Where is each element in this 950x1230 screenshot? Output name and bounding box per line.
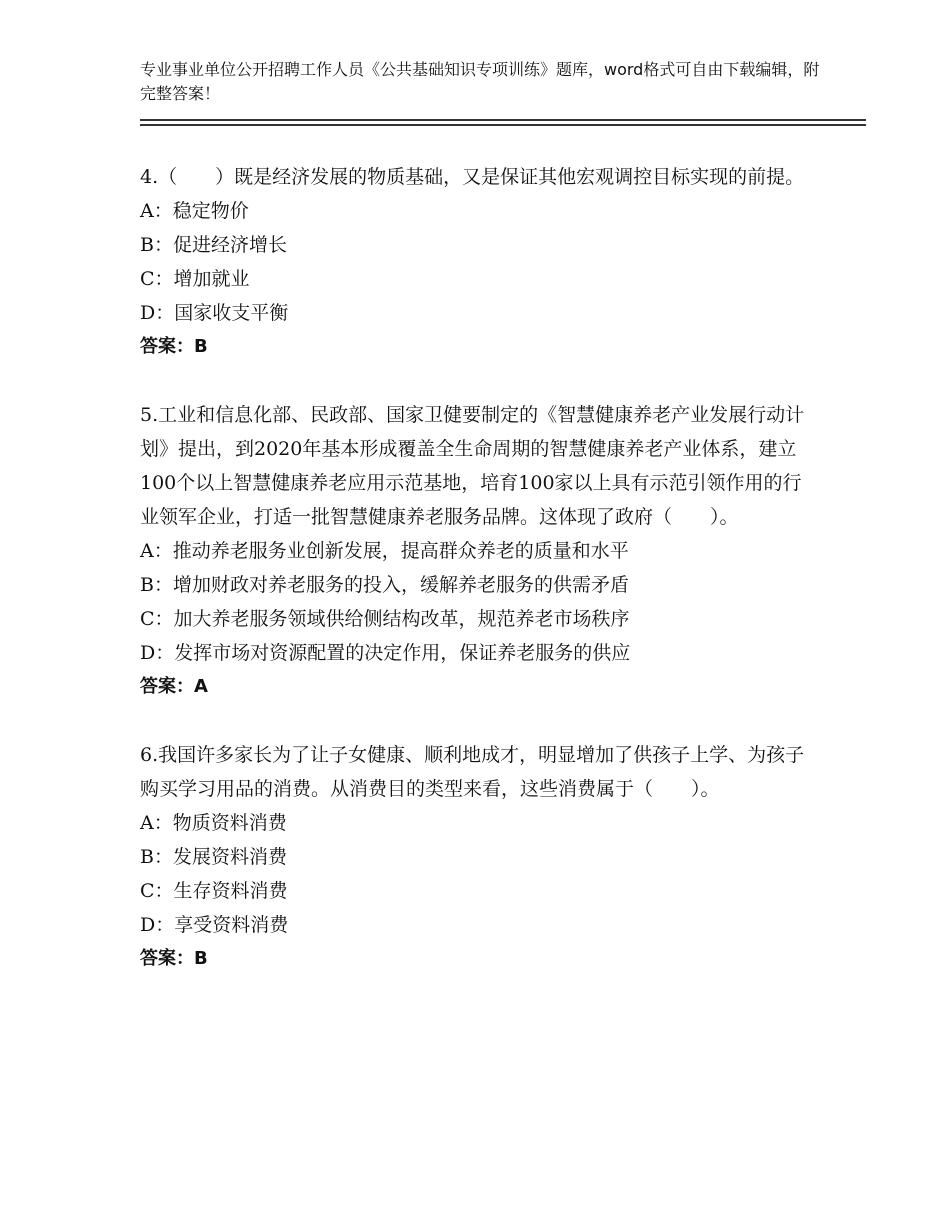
option-a: A：推动养老服务业创新发展，提高群众养老的质量和水平 — [140, 540, 629, 562]
question-stem: 6.我国许多家长为了让子女健康、顺利地成才，明显增加了供孩子上学、为孩子购买学习用品的消费。从消费目的类型来看，这些消费属于（ ）。 — [140, 744, 805, 800]
answer: 答案：B — [140, 948, 208, 969]
option-d: D：国家收支平衡 — [140, 302, 289, 324]
option-c: C：加大养老服务领域供给侧结构改革，规范养老市场秩序 — [140, 608, 630, 630]
option-c: C：增加就业 — [140, 268, 250, 290]
question-4 — [140, 160, 820, 364]
option-a: A：稳定物价 — [140, 200, 249, 222]
header-divider-bottom — [140, 124, 866, 126]
option-b: B：发展资料消费 — [140, 846, 287, 868]
document-header: 专业事业单位公开招聘工作人员《公共基础知识专项训练》题库，word格式可自由下载编辑，附完整答案！ — [140, 60, 820, 103]
question-list — [140, 160, 820, 1010]
answer: 答案：A — [140, 676, 208, 697]
option-b: B：促进经济增长 — [140, 234, 287, 256]
header-divider-top — [140, 119, 866, 121]
option-c: C：生存资料消费 — [140, 880, 288, 902]
option-d: D：发挥市场对资源配置的决定作用，保证养老服务的供应 — [140, 642, 631, 664]
question-stem: 4.（ ）既是经济发展的物质基础，又是保证其他宏观调控目标实现的前提。 — [140, 166, 805, 188]
answer: 答案：B — [140, 336, 208, 357]
option-d: D：享受资料消费 — [140, 914, 289, 936]
question-6 — [140, 738, 820, 976]
option-b: B：增加财政对养老服务的投入，缓解养老服务的供需矛盾 — [140, 574, 629, 596]
question-stem: 5.工业和信息化部、民政部、国家卫健要制定的《智慧健康养老产业发展行动计划》提出，到2020年基本形成覆盖全生命周期的智慧健康养老产业体系，建立100个以上智慧健康养老应用示范基地，培育100家以上具有示范引领作用的行业领军企业，打适一批智慧健康养老服务品牌。这体现了政府（ ）。 — [140, 404, 805, 528]
option-a: A：物质资料消费 — [140, 812, 287, 834]
question-5 — [140, 398, 820, 704]
